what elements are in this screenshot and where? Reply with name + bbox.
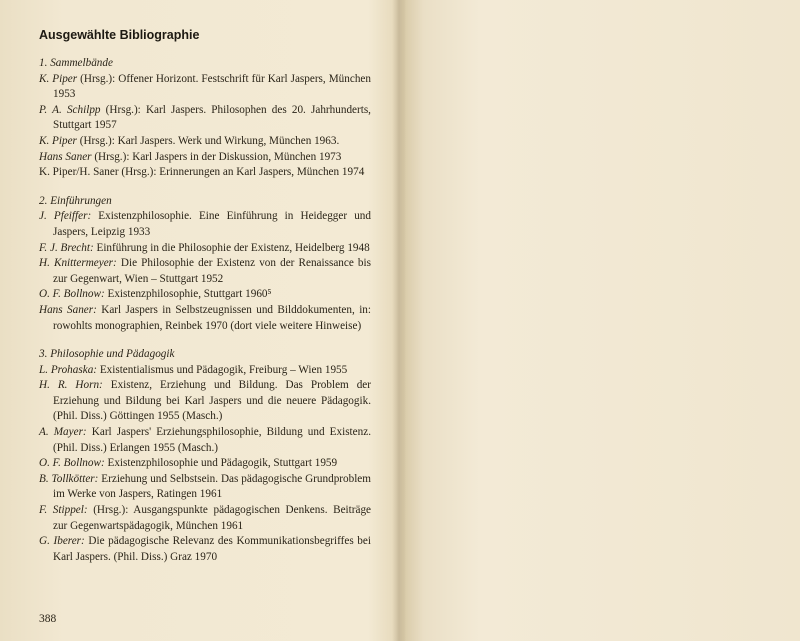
page-header: Ausgewählte Bibliographie — [39, 28, 200, 42]
entry-text: Existenz, Erziehung und Bildung. Das Problem der Erziehung und Bildung bei Karl Jaspers und die neuere Pädagogik. (Phil. Diss.) Göttingen 1955 (Masch.) — [53, 379, 371, 423]
entry-author: G. Iberer: — [39, 535, 85, 548]
entry-text: Existentialismus und Pädagogik, Freiburg – Wien 1955 — [97, 363, 348, 376]
entry-author: F. Stippel: — [39, 504, 88, 517]
entry-text: Einführung in die Philosophie der Existenz, Heidelberg 1948 — [93, 241, 370, 254]
section-sammelbaende — [39, 56, 371, 181]
section-philosophie-paedagogik — [39, 347, 371, 565]
entry-text: Die Philosophie der Existenz von der Renaissance bis zur Gegenwart, Wien – Stuttgart 1952 — [53, 257, 371, 285]
bib-entry — [39, 72, 371, 103]
entry-author: H. Knittermeyer: — [39, 257, 117, 270]
entry-text: (Hrsg.): Karl Jaspers. Werk und Wirkung, München 1963. — [76, 134, 340, 147]
entry-author: O. F. Bollnow: — [39, 457, 105, 470]
entry-author: H. R. Horn: — [39, 379, 103, 392]
entry-author: L. Prohaska: — [39, 363, 98, 376]
bib-entry — [39, 241, 371, 257]
bib-entry — [39, 363, 371, 379]
entry-text: Erziehung und Selbstsein. Das pädagogische Grundproblem im Werke von Jaspers, Ratingen 1961 — [53, 472, 371, 501]
bib-entry — [39, 456, 371, 472]
entry-text: (Hrsg.): Karl Jaspers. Philosophen des 20. Jahrhunderts, Stuttgart 1957 — [53, 103, 371, 132]
bib-entry — [39, 472, 371, 503]
section-title: 2. Einführungen — [39, 194, 112, 207]
entry-text: K. Piper/H. Saner (Hrsg.): Erinnerungen an Karl Jaspers, München 1974 — [39, 166, 365, 179]
section-title: 1. Sammelbände — [39, 57, 113, 69]
entry-text: (Hrsg.): Karl Jaspers in der Diskussion, München 1973 — [91, 150, 342, 163]
entry-author: B. Tollkötter: — [39, 472, 99, 485]
bib-entry — [39, 303, 371, 334]
entry-author: Hans Saner: — [39, 303, 97, 316]
entry-author: J. Pfeiffer: — [39, 210, 92, 223]
entry-text: (Hrsg.): Ausgangspunkte pädagogischen Denkens. Beiträge zur Gegenwartspädagogik, München 1961 — [53, 504, 371, 532]
bib-entry — [39, 165, 371, 181]
bib-entry — [39, 534, 371, 565]
bib-entry — [39, 256, 371, 287]
entry-author: Hans Saner — [39, 150, 92, 163]
bib-entry — [39, 378, 371, 425]
book-gutter — [392, 0, 406, 641]
bib-entry — [39, 287, 371, 303]
entry-author: A. Mayer: — [39, 426, 87, 439]
entry-text: Die pädagogische Relevanz des Kommunikationsbegriffes bei Karl Jaspers. (Phil. Diss.) Graz 1970 — [53, 535, 371, 563]
bib-entry — [39, 209, 371, 240]
bib-entry — [39, 150, 371, 166]
entry-text: Karl Jaspers in Selbstzeugnissen und Bilddokumenten, in: rowohlts monographien, Reinbek 1970 (dort viele weitere Hinweise) — [53, 303, 371, 332]
entry-text: (Hrsg.): Offener Horizont. Festschrift für Karl Jaspers, München 1953 — [53, 72, 371, 101]
bib-entry — [39, 425, 371, 456]
section-title: 3. Philosophie und Pädagogik — [39, 348, 175, 361]
entry-author: K. Piper — [39, 72, 78, 85]
bib-entry — [39, 103, 371, 134]
entry-author: P. A. Schilpp — [39, 103, 101, 116]
entry-text: Existenzphilosophie. Eine Einführung in Heidegger und Jaspers, Leipzig 1933 — [53, 210, 371, 238]
section-einfuehrungen — [39, 194, 371, 334]
entry-author: F. J. Brecht: — [39, 241, 94, 254]
bib-entry — [39, 134, 371, 150]
page-number: 388 — [39, 613, 57, 625]
left-page — [39, 28, 371, 578]
entry-text: Existenzphilosophie und Pädagogik, Stuttgart 1959 — [104, 457, 338, 470]
bib-entry — [39, 503, 371, 534]
entry-author: O. F. Bollnow: — [39, 288, 105, 301]
entry-text: Karl Jaspers' Erziehungsphilosophie, Bildung und Existenz. (Phil. Diss.) Erlangen 1955 (Masch.) — [53, 426, 371, 454]
entry-text: Existenzphilosophie, Stuttgart 1960⁵ — [104, 288, 272, 301]
entry-author: K. Piper — [39, 134, 77, 147]
